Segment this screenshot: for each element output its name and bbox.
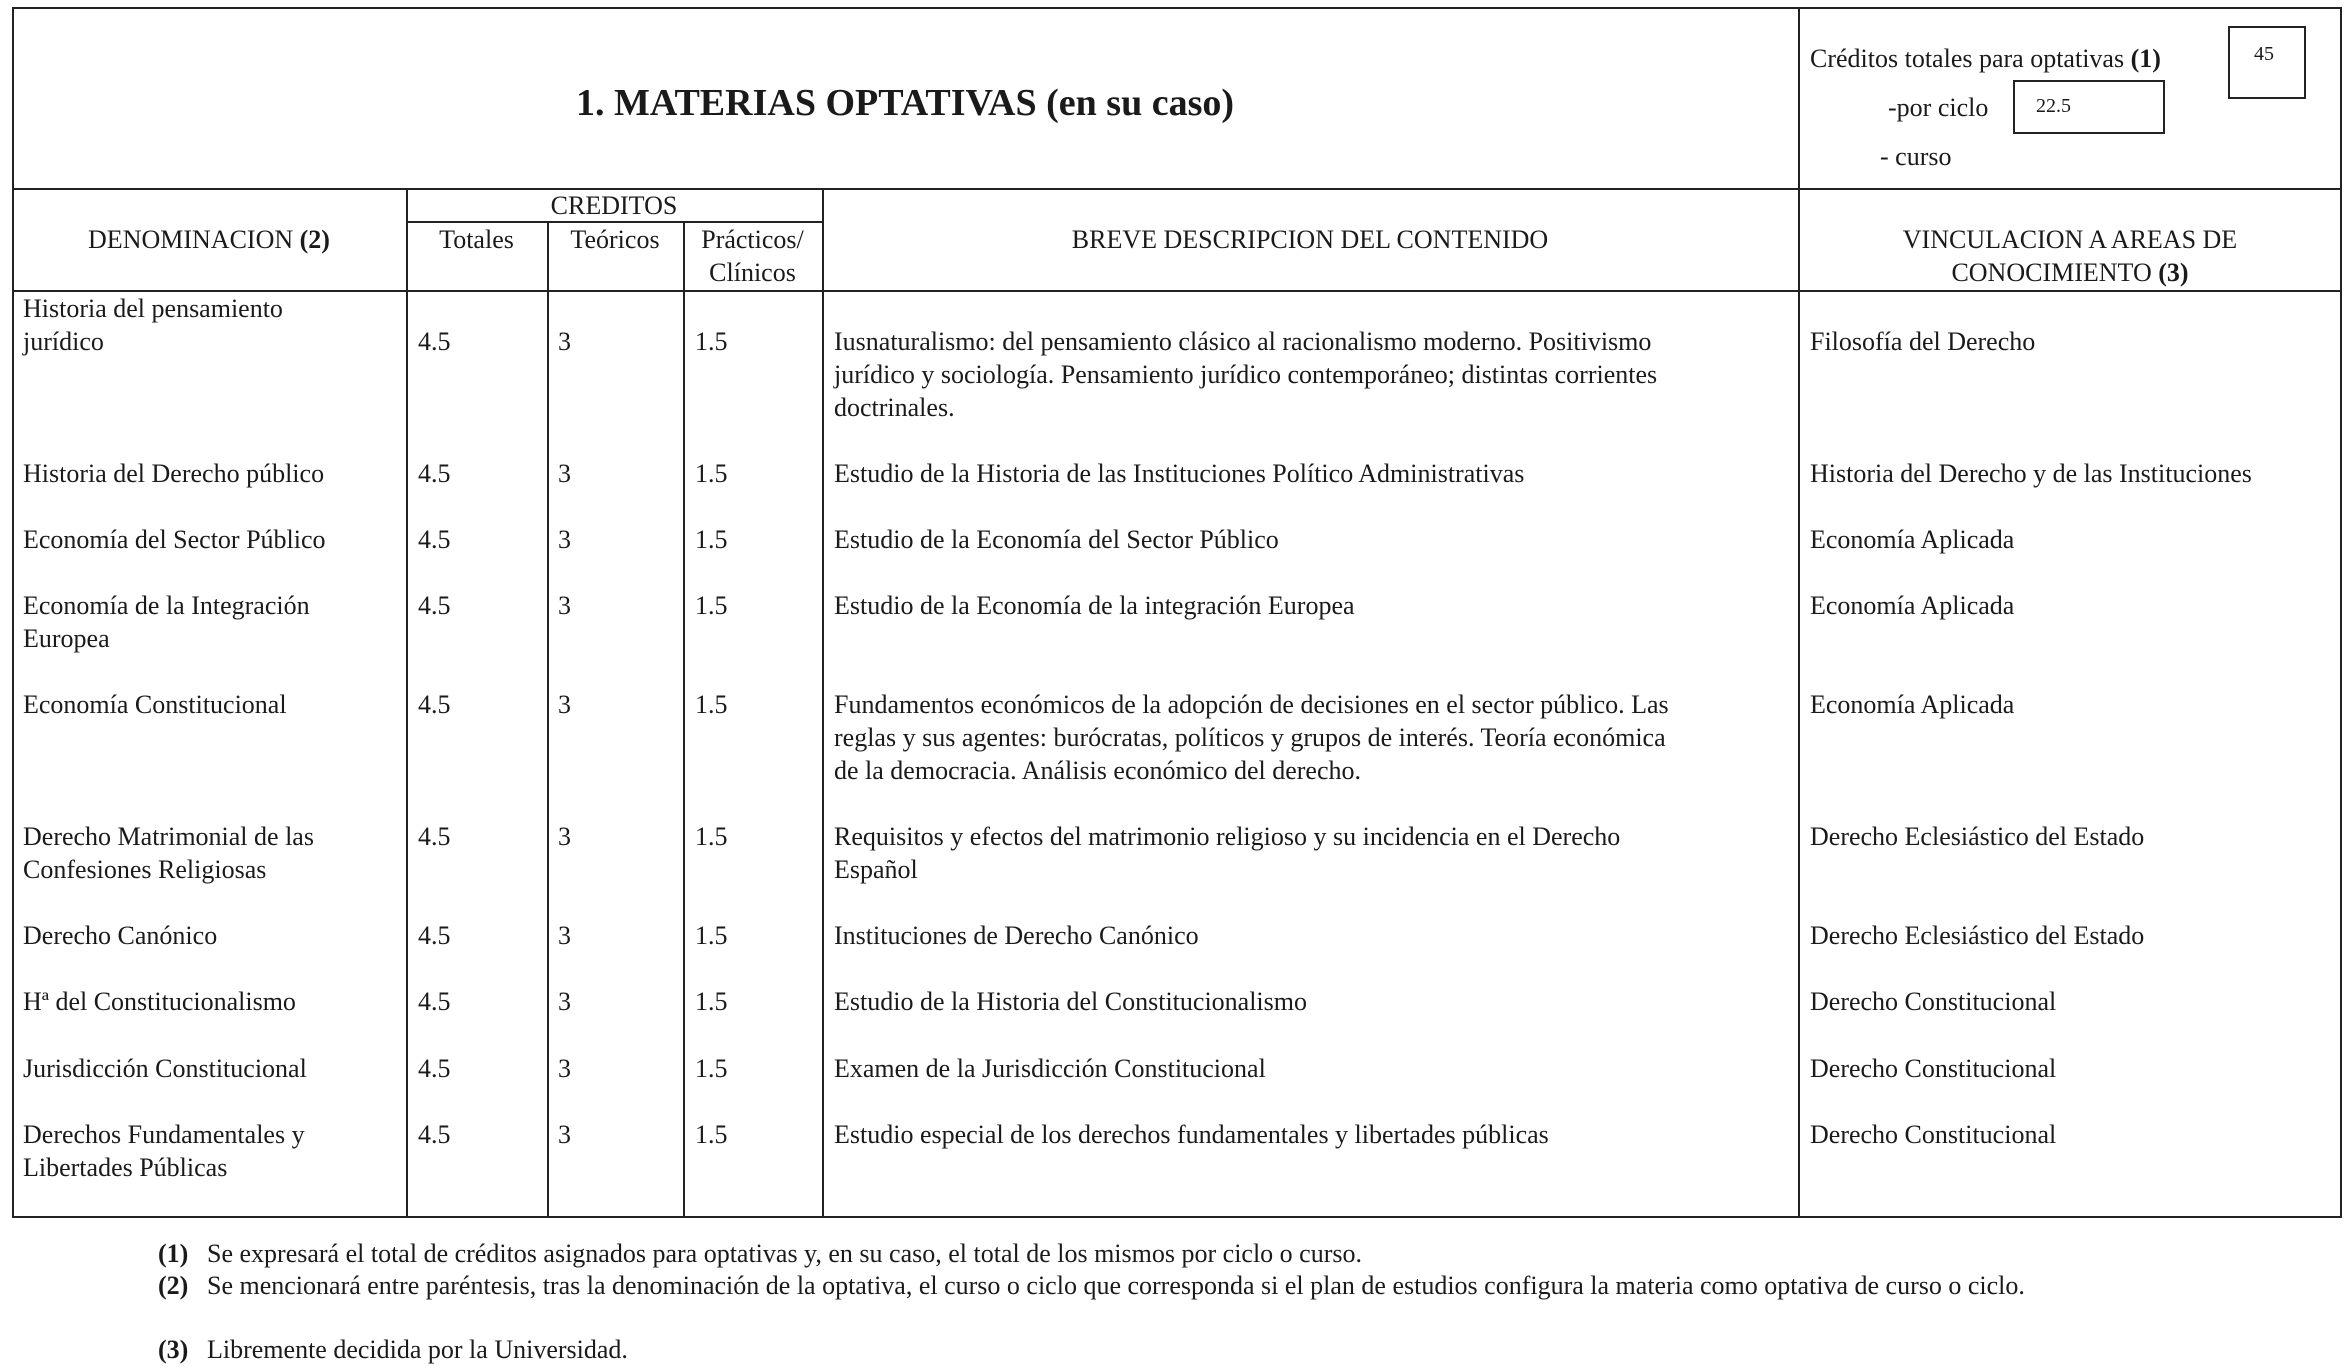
footnote-text: Libremente decidida por la Universidad. [207,1335,628,1364]
row-area: Derecho Constitucional [1810,1120,2057,1149]
row-name: Historia del Derecho público [23,459,325,488]
row-name: Economía del Sector Público [23,525,326,554]
header-vinculacion: VINCULACION A AREAS DE CONOCIMIENTO (3) [1902,225,2238,287]
row-descripcion: Instituciones de Derecho Canónico [834,921,1199,950]
header-denominacion: DENOMINACION (2) [88,225,330,254]
divider [822,188,824,1218]
row-descripcion: Estudio de la Historia de las Instituciones Político Administrativas [834,459,1525,488]
row-practicos: 1.5 [695,987,728,1016]
row-teoricos: 3 [558,921,571,950]
curso-label: - curso [1880,142,1952,171]
row-descripcion: Requisitos y efectos del matrimonio religioso y su incidencia en el Derecho Español [834,822,1621,884]
footnote [158,1238,2308,1270]
row-totales: 4.5 [418,459,451,488]
row-teoricos: 3 [558,987,571,1016]
row-area: Derecho Eclesiástico del Estado [1810,921,2145,950]
divider [683,221,685,1218]
divider [547,221,549,1218]
row-practicos: 1.5 [695,327,728,356]
row-area: Historia del Derecho y de las Instituciones [1810,459,2252,488]
divider [1798,7,1800,1218]
row-area: Economía Aplicada [1810,525,2015,554]
row-practicos: 1.5 [695,525,728,554]
por-ciclo-label: -por ciclo [1888,93,1989,122]
row-practicos: 1.5 [695,591,728,620]
header-creditos: CREDITOS [550,191,678,220]
row-name: Derechos Fundamentales y Libertades Públicas [23,1120,305,1182]
row-teoricos: 3 [558,822,571,851]
row-name: Economía Constitucional [23,690,287,719]
row-teoricos: 3 [558,459,571,488]
row-area: Derecho Constitucional [1810,1054,2057,1083]
row-area: Derecho Eclesiástico del Estado [1810,822,2145,851]
footnote [158,1270,2308,1334]
row-name: Economía de la Integración Europea [23,591,310,653]
row-descripcion: Fundamentos económicos de la adopción de decisiones en el sector público. Las reglas y sus agentes: burócratas, políticos y grupos de interés. Teoría económica de la democracia. Análisis económico del derecho. [834,690,1669,785]
footnote-mark: (3) [158,1335,189,1364]
footnote-mark: (1) [158,1239,189,1268]
row-teoricos: 3 [558,1054,571,1083]
row-practicos: 1.5 [695,1054,728,1083]
row-totales: 4.5 [418,327,451,356]
row-name: Jurisdicción Constitucional [23,1054,307,1083]
footnote-text: Se mencionará entre paréntesis, tras la denominación de la optativa, el curso o ciclo que corresponda si el plan de estudios configura la materia como optativa de curso o ciclo. [207,1271,2025,1300]
row-practicos: 1.5 [695,459,728,488]
divider [406,188,408,1218]
por-ciclo-box [2013,80,2165,134]
divider [12,188,2342,190]
row-totales: 4.5 [418,921,451,950]
row-area: Filosofía del Derecho [1810,327,2036,356]
row-totales: 4.5 [418,987,451,1016]
header-teoricos: Teóricos [570,225,660,254]
row-name: Derecho Matrimonial de las Confesiones Religiosas [23,822,314,884]
creditos-totales-label: Créditos totales para optativas (1) [1810,44,2161,73]
header-descripcion: BREVE DESCRIPCION DEL CONTENIDO [1071,225,1549,254]
page-title: 1. MATERIAS OPTATIVAS (en su caso) [575,82,1235,124]
row-area: Economía Aplicada [1810,690,2015,719]
row-totales: 4.5 [418,690,451,719]
header-practicos: Prácticos/ Clínicos [701,225,804,287]
row-area: Derecho Constitucional [1810,987,2057,1016]
row-practicos: 1.5 [695,690,728,719]
row-teoricos: 3 [558,591,571,620]
row-descripcion: Estudio de la Historia del Constitucionalismo [834,987,1308,1016]
row-practicos: 1.5 [695,822,728,851]
footnote-text: Se expresará el total de créditos asignados para optativas y, en su caso, el total de los mismos por ciclo o curso. [207,1239,1362,1268]
por-ciclo-value: 22.5 [2036,95,2071,117]
divider [12,290,2342,292]
row-name: Derecho Canónico [23,921,218,950]
row-teoricos: 3 [558,1120,571,1149]
row-totales: 4.5 [418,822,451,851]
row-descripcion: Estudio de la Economía del Sector Público [834,525,1279,554]
row-practicos: 1.5 [695,1120,728,1149]
row-descripcion: Examen de la Jurisdicción Constitucional [834,1054,1266,1083]
row-totales: 4.5 [418,1054,451,1083]
row-area: Economía Aplicada [1810,591,2015,620]
footnote [158,1334,2308,1366]
row-descripcion: Iusnaturalismo: del pensamiento clásico al racionalismo moderno. Positivismo jurídico y sociología. Pensamiento jurídico contemporáneo; distintas corrientes doctrinales. [834,327,1658,422]
row-totales: 4.5 [418,591,451,620]
header-totales: Totales [439,225,514,254]
row-totales: 4.5 [418,525,451,554]
row-teoricos: 3 [558,690,571,719]
creditos-totales-box [2228,26,2306,99]
row-descripcion: Estudio especial de los derechos fundamentales y libertades públicas [834,1120,1549,1149]
row-name: Historia del pensamiento jurídico [23,294,283,356]
footnote-mark: (2) [158,1271,189,1300]
row-teoricos: 3 [558,525,571,554]
row-descripcion: Estudio de la Economía de la integración Europea [834,591,1355,620]
creditos-totales-value: 45 [2254,43,2274,65]
row-totales: 4.5 [418,1120,451,1149]
row-name: Hª del Constitucionalismo [23,987,296,1016]
row-practicos: 1.5 [695,921,728,950]
row-teoricos: 3 [558,327,571,356]
